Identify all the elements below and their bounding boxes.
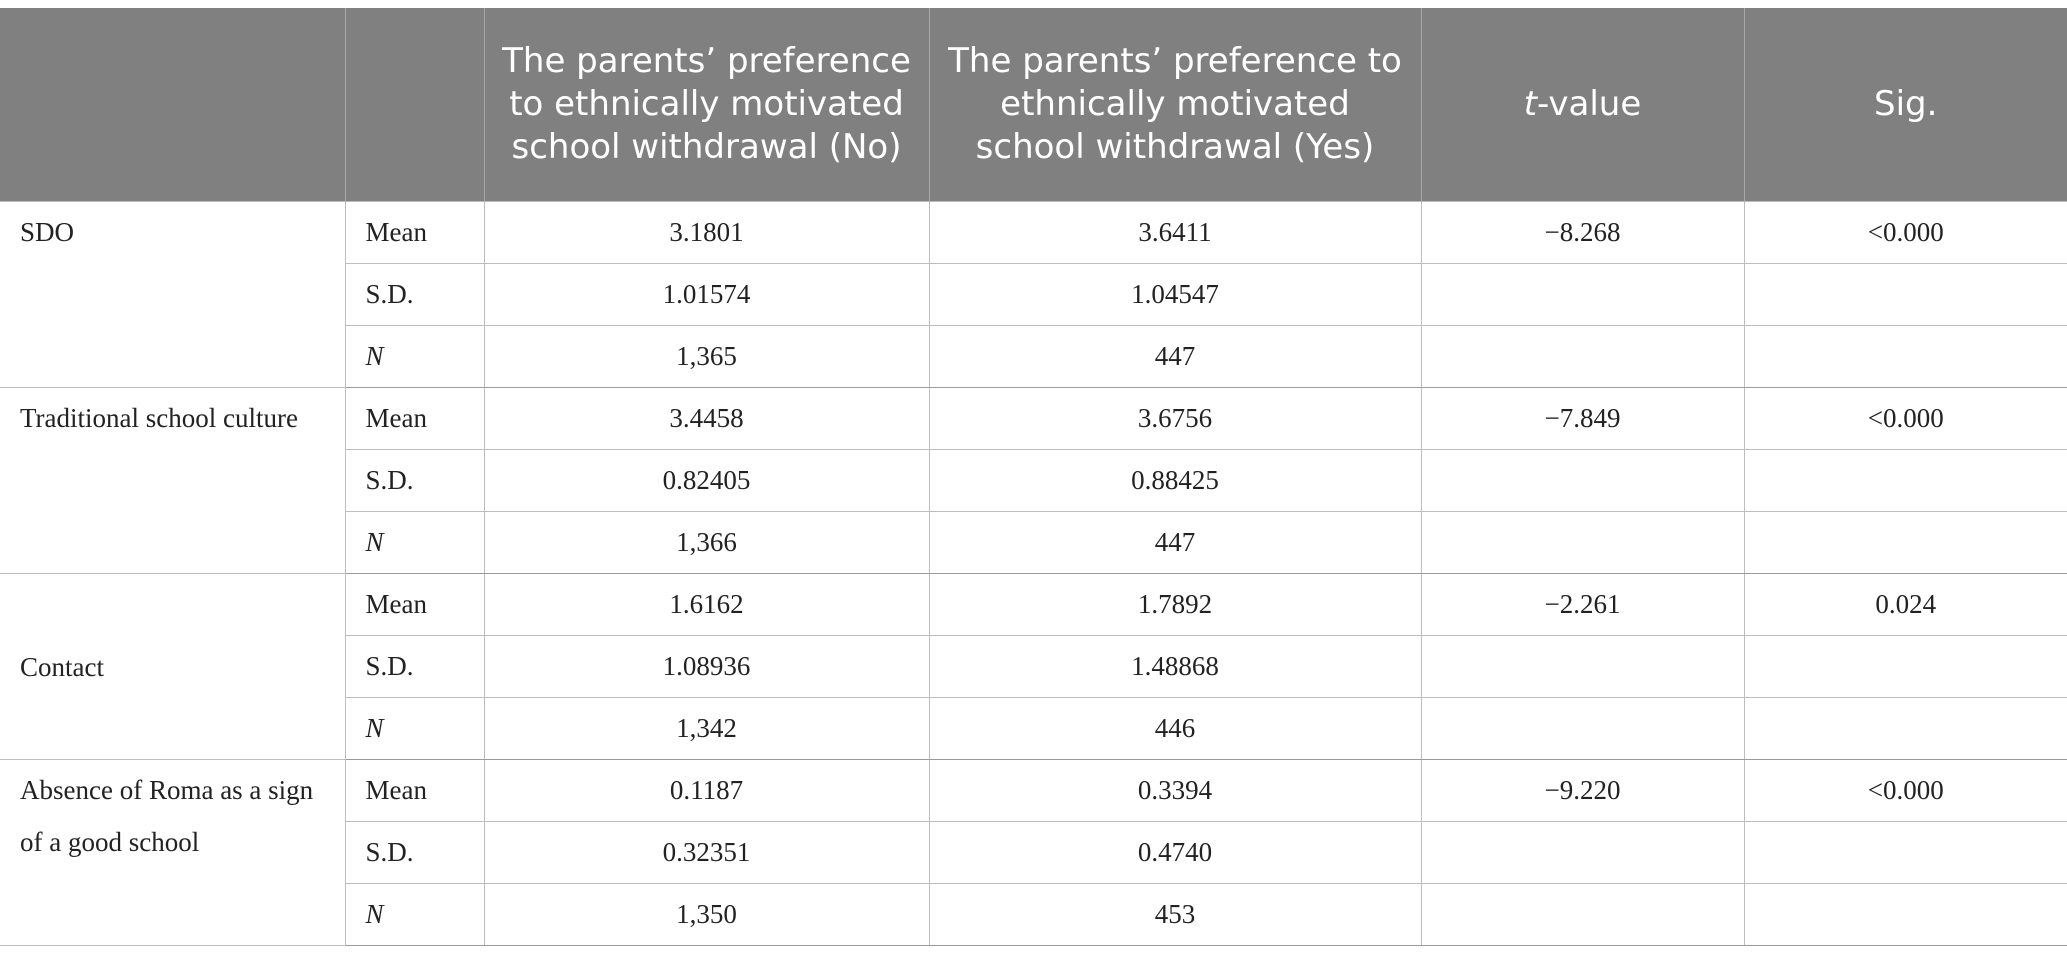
header-statistic [345,8,484,202]
yes-value-cell: 1.48868 [929,636,1421,698]
yes-value-cell: 3.6411 [929,202,1421,264]
empty-cell [1744,698,2067,760]
stat-cell: Mean [345,574,484,636]
no-value-cell: 3.1801 [484,202,929,264]
yes-value-cell: 0.3394 [929,760,1421,822]
empty-cell [1421,884,1744,946]
empty-cell [1421,636,1744,698]
stat-cell: Mean [345,388,484,450]
empty-cell [1744,450,2067,512]
table-row [0,574,2067,636]
stat-cell: Mean [345,202,484,264]
stat-cell: S.D. [345,822,484,884]
empty-cell [1421,822,1744,884]
empty-cell [1421,512,1744,574]
table-row [0,202,2067,264]
variable-cell: Traditional school culture [0,388,345,574]
header-variable [0,8,345,202]
yes-value-cell: 447 [929,512,1421,574]
no-value-cell: 0.82405 [484,450,929,512]
no-value-cell: 1.01574 [484,264,929,326]
no-value-cell: 1.6162 [484,574,929,636]
table-row [0,388,2067,450]
empty-cell [1744,884,2067,946]
header-yes-group: The parents’ preference to ethnically motivated school withdrawal (Yes) [929,8,1421,202]
stat-cell: N [345,326,484,388]
no-value-cell: 3.4458 [484,388,929,450]
sig-cell: 0.024 [1744,574,2067,636]
empty-cell [1744,822,2067,884]
empty-cell [1744,636,2067,698]
yes-value-cell: 446 [929,698,1421,760]
stat-cell: S.D. [345,264,484,326]
variable-cell: Absence of Roma as a sign of a good school [0,760,345,946]
t-value-cell: −9.220 [1421,760,1744,822]
empty-cell [1744,264,2067,326]
stat-cell: N [345,884,484,946]
table-row [0,760,2067,822]
no-value-cell: 0.1187 [484,760,929,822]
empty-cell [1421,264,1744,326]
sig-cell: <0.000 [1744,202,2067,264]
yes-value-cell: 0.88425 [929,450,1421,512]
header-sig: Sig. [1744,8,2067,202]
no-value-cell: 0.32351 [484,822,929,884]
t-value-cell: −2.261 [1421,574,1744,636]
empty-cell [1421,450,1744,512]
empty-cell [1421,326,1744,388]
stat-cell: S.D. [345,636,484,698]
empty-cell [1744,512,2067,574]
stat-cell: S.D. [345,450,484,512]
empty-cell [1744,326,2067,388]
header-t-value [1421,8,1744,202]
t-value-cell: −8.268 [1421,202,1744,264]
header-t-italic: t [1523,84,1538,124]
yes-value-cell: 0.4740 [929,822,1421,884]
sig-cell: <0.000 [1744,760,2067,822]
no-value-cell: 1,366 [484,512,929,574]
yes-value-cell: 3.6756 [929,388,1421,450]
variable-cell: SDO [0,202,345,388]
stat-cell: Mean [345,760,484,822]
sig-cell: <0.000 [1744,388,2067,450]
yes-value-cell: 1.7892 [929,574,1421,636]
yes-value-cell: 447 [929,326,1421,388]
results-table [0,8,2067,946]
no-value-cell: 1,342 [484,698,929,760]
header-no-group: The parents’ preference to ethnically motivated school withdrawal (No) [484,8,929,202]
t-value-cell: −7.849 [1421,388,1744,450]
stat-cell: N [345,698,484,760]
no-value-cell: 1,365 [484,326,929,388]
yes-value-cell: 1.04547 [929,264,1421,326]
variable-cell: Contact [0,574,345,760]
no-value-cell: 1,350 [484,884,929,946]
no-value-cell: 1.08936 [484,636,929,698]
empty-cell [1421,698,1744,760]
header-row [0,8,2067,202]
stat-cell: N [345,512,484,574]
yes-value-cell: 453 [929,884,1421,946]
header-t-rest: -value [1537,84,1642,124]
